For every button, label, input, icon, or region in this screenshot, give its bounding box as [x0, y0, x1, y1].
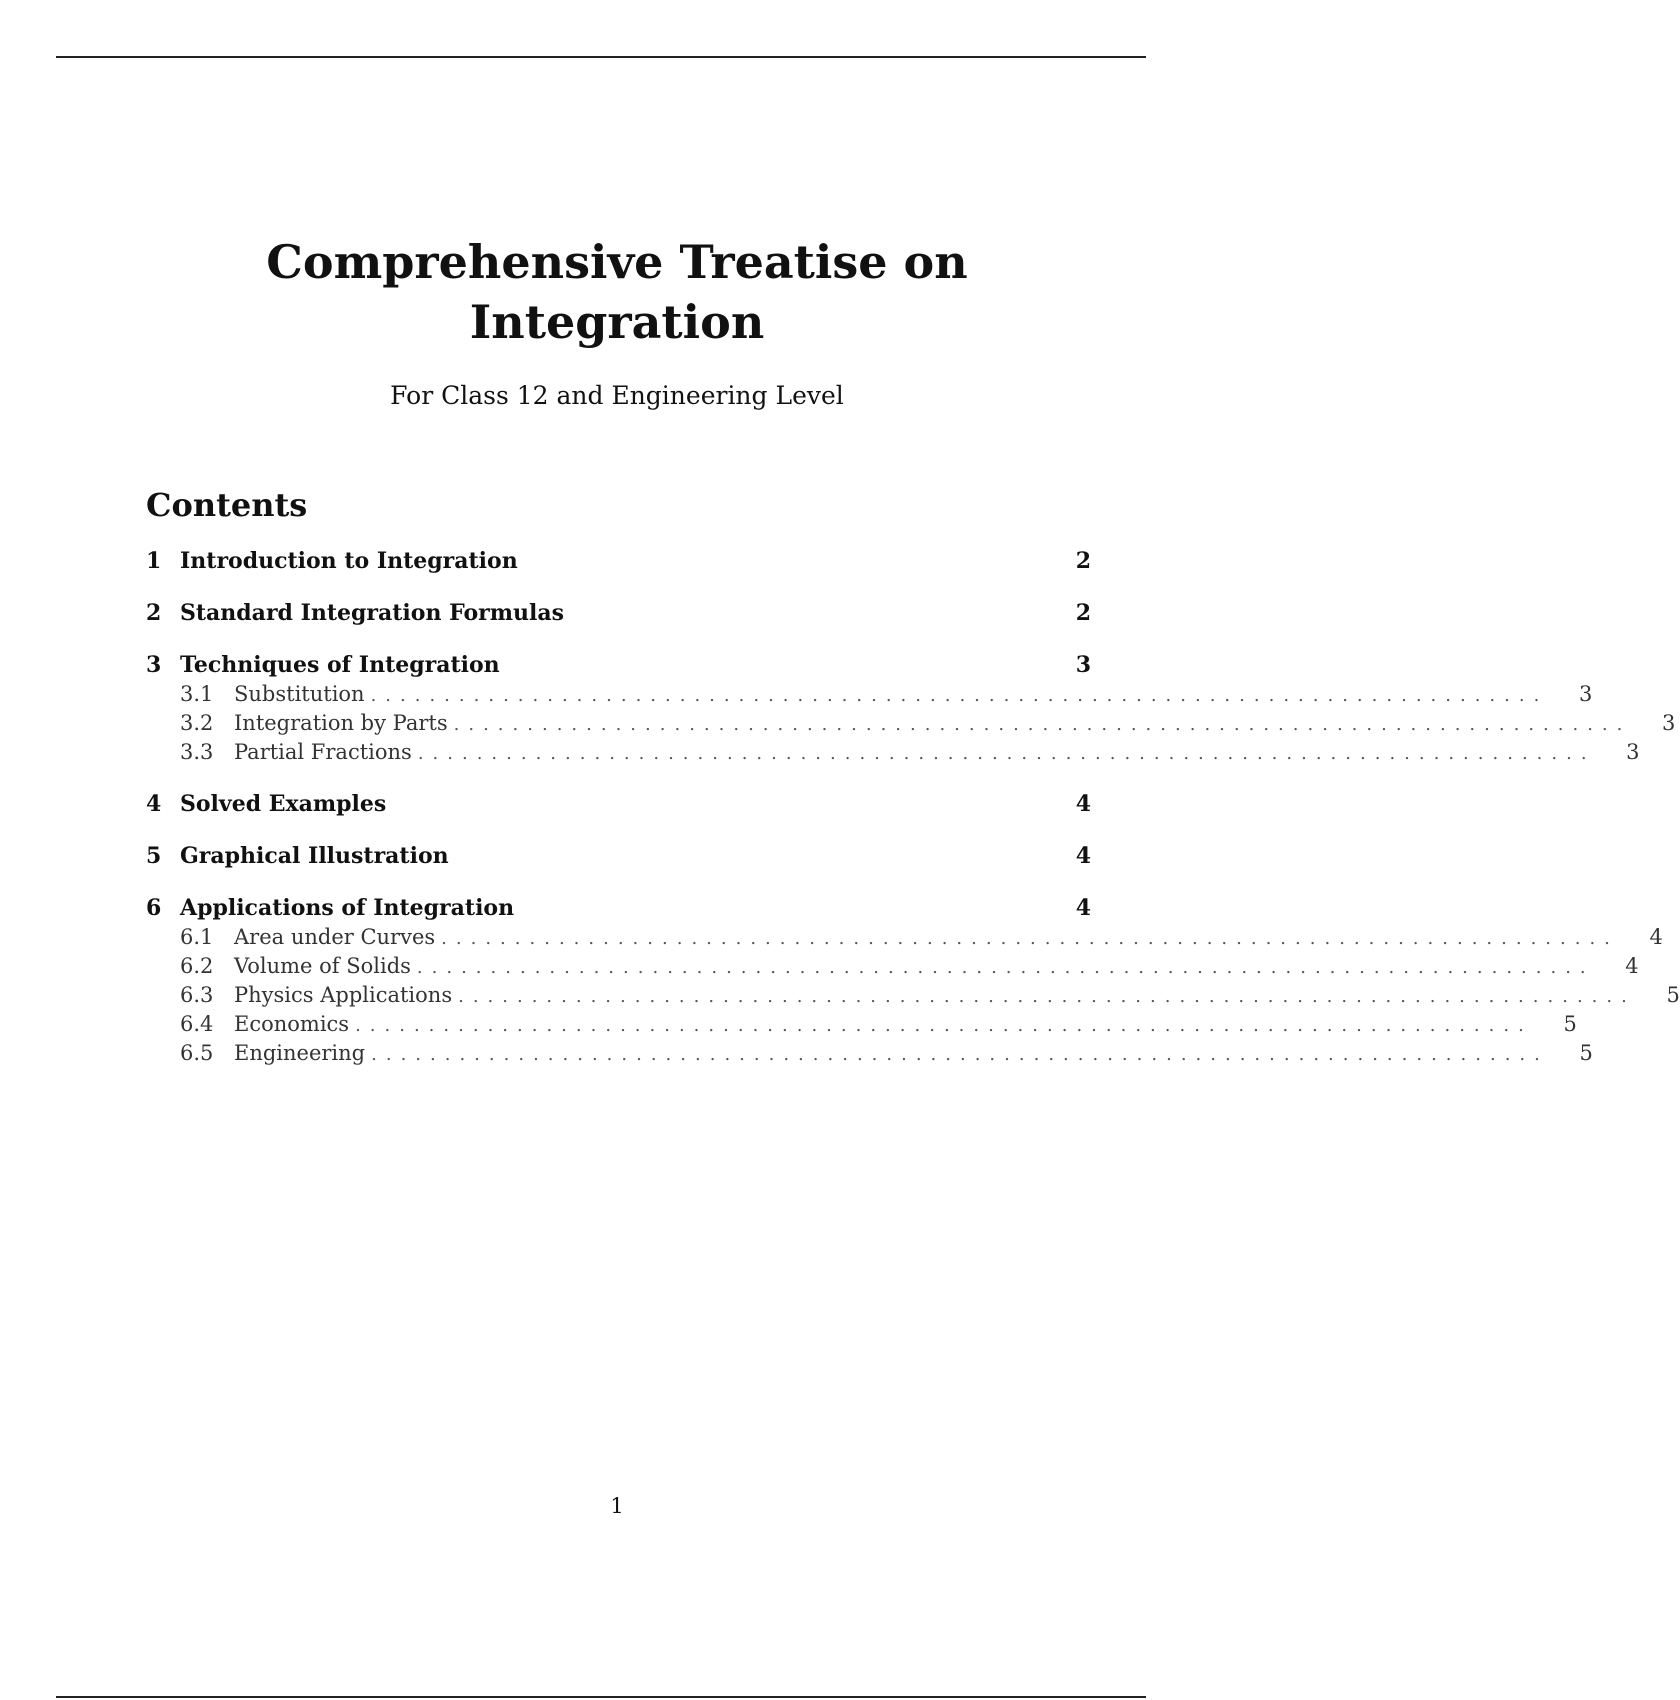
title-line-1: Comprehensive Treatise on [266, 235, 968, 289]
toc-subsection-page: 5 [1563, 1012, 1577, 1036]
toc-dot-leader: ................................................................................ [371, 1044, 1549, 1065]
toc-subsection-number: 6.3 [180, 983, 214, 1007]
toc-subsection-entry[interactable] [146, 680, 1593, 709]
toc-section-group [146, 650, 1676, 767]
toc-section-number: 3 [146, 652, 162, 678]
toc-subsection-number: 3.3 [180, 740, 214, 764]
toc-subsection-title: Volume of Solids [234, 954, 411, 978]
toc-subsection-title: Area under Curves [234, 925, 436, 949]
toc-section-number: 4 [146, 791, 162, 817]
toc-dot-leader: ................................................................................ [453, 714, 1632, 735]
toc-subsection-number: 6.4 [180, 1012, 214, 1036]
toc-section-number: 1 [146, 548, 162, 574]
toc-subsection-title: Partial Fractions [234, 740, 412, 764]
toc-dot-leader: ................................................................................ [417, 743, 1596, 764]
toc-subsection-entry[interactable] [146, 1039, 1593, 1068]
toc-subsection-page: 4 [1649, 925, 1663, 949]
table-of-contents [146, 546, 1680, 1090]
page-number: 1 [610, 1494, 624, 1518]
toc-subsection-entry[interactable] [146, 738, 1640, 767]
toc-subsection-title: Engineering [234, 1041, 366, 1065]
toc-section-page: 2 [1075, 600, 1091, 626]
toc-subsection-number: 6.2 [180, 954, 214, 978]
toc-section-title: Solved Examples [180, 791, 387, 817]
toc-section-title: Applications of Integration [180, 895, 515, 921]
toc-subsection-page: 5 [1666, 983, 1680, 1007]
toc-subsection-number: 6.5 [180, 1041, 214, 1065]
title-line-2: Integration [469, 295, 765, 349]
toc-section-group [146, 789, 1091, 819]
toc-section-number: 2 [146, 600, 162, 626]
document-title [0, 232, 1234, 352]
toc-dot-leader: ................................................................................ [355, 1015, 1533, 1036]
toc-section-page: 4 [1075, 791, 1091, 817]
toc-subsection-page: 4 [1625, 954, 1639, 978]
toc-section-page: 2 [1075, 548, 1091, 574]
toc-section-group [146, 841, 1091, 871]
toc-section-page: 4 [1075, 843, 1091, 869]
toc-subsection-number: 3.1 [180, 682, 214, 706]
toc-subsection-page: 3 [1578, 682, 1593, 706]
toc-section-page: 4 [1075, 895, 1091, 921]
toc-section-entry[interactable] [146, 546, 1091, 576]
toc-subsection-entry[interactable] [146, 1010, 1577, 1039]
toc-subsection-number: 6.1 [180, 925, 214, 949]
toc-dot-leader: ................................................................................ [370, 685, 1549, 706]
toc-section-number: 5 [146, 843, 162, 869]
toc-dot-leader: ................................................................................ [441, 928, 1619, 949]
toc-section-entry[interactable] [146, 598, 1091, 628]
toc-section-title: Graphical Illustration [180, 843, 449, 869]
toc-subsection-number: 3.2 [180, 711, 214, 735]
toc-subsection-title: Economics [234, 1012, 350, 1036]
toc-section-entry[interactable] [146, 841, 1091, 871]
toc-subsection-entry[interactable] [146, 709, 1676, 738]
toc-subsection-page: 3 [1626, 740, 1640, 764]
toc-section-title: Standard Integration Formulas [180, 600, 565, 626]
toc-section-group [146, 893, 1680, 1068]
toc-subsection-entry[interactable] [146, 981, 1680, 1010]
toc-section-entry[interactable] [146, 789, 1091, 819]
toc-dot-leader: ................................................................................ [416, 957, 1595, 978]
toc-subsection-title: Physics Applications [234, 983, 453, 1007]
footer-rule [56, 1696, 1146, 1698]
toc-subsection-title: Substitution [234, 682, 365, 706]
toc-section-number: 6 [146, 895, 162, 921]
toc-section-group [146, 546, 1091, 576]
toc-section-title: Introduction to Integration [180, 548, 518, 574]
toc-section-group [146, 598, 1091, 628]
toc-subsection-entry[interactable] [146, 952, 1639, 981]
toc-subsection-title: Integration by Parts [234, 711, 448, 735]
toc-subsection-entry[interactable] [146, 923, 1663, 952]
toc-subsection-page: 5 [1579, 1041, 1593, 1065]
document-subtitle: For Class 12 and Engineering Level [390, 381, 844, 410]
toc-section-entry[interactable] [146, 650, 1091, 680]
toc-section-title: Techniques of Integration [180, 652, 500, 678]
toc-subsection-page: 3 [1662, 711, 1676, 735]
header-rule [56, 56, 1146, 58]
toc-section-page: 3 [1075, 652, 1091, 678]
toc-section-entry[interactable] [146, 893, 1091, 923]
contents-heading: Contents [146, 486, 308, 524]
toc-dot-leader: ................................................................................ [458, 986, 1636, 1007]
